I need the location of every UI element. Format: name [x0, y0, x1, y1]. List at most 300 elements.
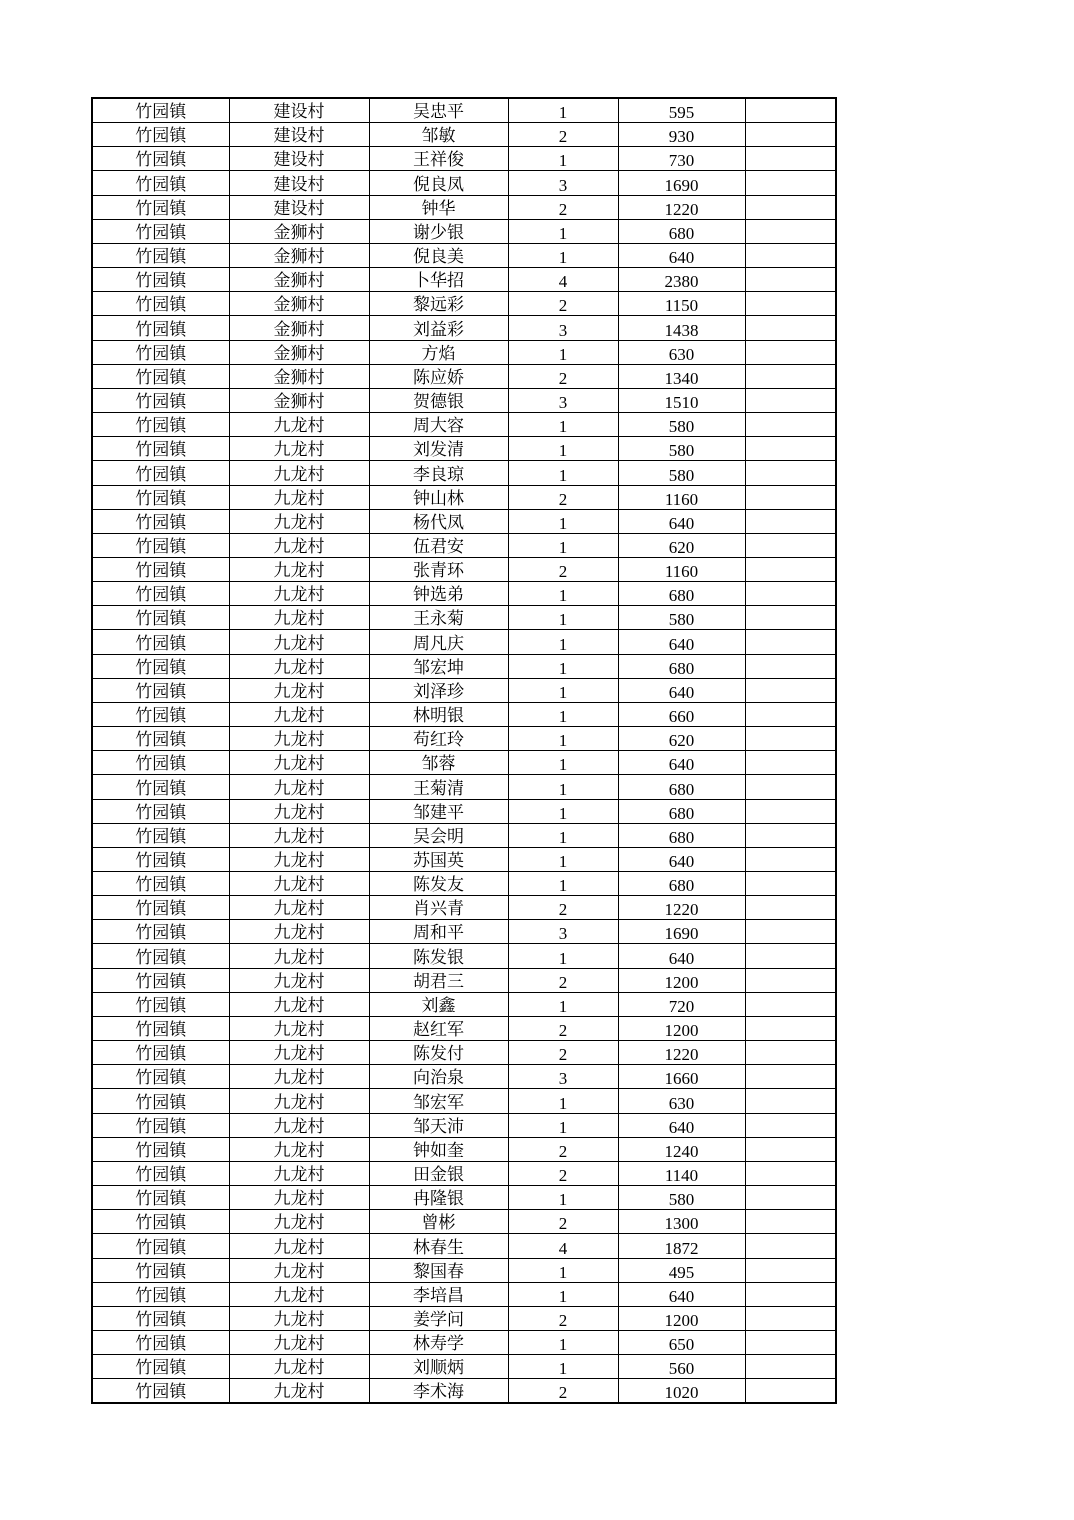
name-cell: 陈发银 — [369, 944, 508, 968]
data-table — [91, 97, 837, 1404]
name-cell: 林明银 — [369, 702, 508, 726]
count-cell: 1 — [508, 944, 618, 968]
count-cell: 1 — [508, 461, 618, 485]
count-cell: 1 — [508, 678, 618, 702]
table-row — [92, 1210, 836, 1234]
table-row — [92, 509, 836, 533]
table-row — [92, 147, 836, 171]
blank-cell — [745, 582, 836, 606]
amount-cell: 680 — [618, 799, 745, 823]
table-row — [92, 123, 836, 147]
village-cell: 九龙村 — [229, 1137, 369, 1161]
table-row — [92, 533, 836, 557]
blank-cell — [745, 992, 836, 1016]
village-cell: 九龙村 — [229, 1186, 369, 1210]
name-cell: 周凡庆 — [369, 630, 508, 654]
table-row — [92, 823, 836, 847]
name-cell: 王祥俊 — [369, 147, 508, 171]
count-cell: 1 — [508, 630, 618, 654]
village-cell: 九龙村 — [229, 1355, 369, 1379]
amount-cell: 640 — [618, 243, 745, 267]
count-cell: 3 — [508, 171, 618, 195]
count-cell: 3 — [508, 316, 618, 340]
blank-cell — [745, 1379, 836, 1404]
blank-cell — [745, 1330, 836, 1354]
village-cell: 九龙村 — [229, 509, 369, 533]
name-cell: 刘鑫 — [369, 992, 508, 1016]
town-cell: 竹园镇 — [92, 823, 229, 847]
table-row — [92, 1065, 836, 1089]
town-cell: 竹园镇 — [92, 1258, 229, 1282]
town-cell: 竹园镇 — [92, 171, 229, 195]
name-cell: 刘泽珍 — [369, 678, 508, 702]
amount-cell: 930 — [618, 123, 745, 147]
table-row — [92, 1379, 836, 1404]
table-row — [92, 654, 836, 678]
amount-cell: 1200 — [618, 1016, 745, 1040]
blank-cell — [745, 799, 836, 823]
name-cell: 姜学问 — [369, 1306, 508, 1330]
name-cell: 卜华招 — [369, 268, 508, 292]
village-cell: 建设村 — [229, 98, 369, 123]
village-cell: 九龙村 — [229, 896, 369, 920]
count-cell: 1 — [508, 509, 618, 533]
village-cell: 九龙村 — [229, 1234, 369, 1258]
village-cell: 九龙村 — [229, 1379, 369, 1404]
blank-cell — [745, 1016, 836, 1040]
town-cell: 竹园镇 — [92, 243, 229, 267]
count-cell: 1 — [508, 1355, 618, 1379]
blank-cell — [745, 1041, 836, 1065]
table-row — [92, 1113, 836, 1137]
village-cell: 九龙村 — [229, 533, 369, 557]
amount-cell: 1690 — [618, 171, 745, 195]
count-cell: 2 — [508, 557, 618, 581]
town-cell: 竹园镇 — [92, 1282, 229, 1306]
town-cell: 竹园镇 — [92, 992, 229, 1016]
town-cell: 竹园镇 — [92, 364, 229, 388]
count-cell: 2 — [508, 195, 618, 219]
count-cell: 2 — [508, 485, 618, 509]
name-cell: 黎远彩 — [369, 292, 508, 316]
amount-cell: 680 — [618, 219, 745, 243]
blank-cell — [745, 485, 836, 509]
blank-cell — [745, 268, 836, 292]
table-row — [92, 1186, 836, 1210]
village-cell: 九龙村 — [229, 485, 369, 509]
village-cell: 建设村 — [229, 147, 369, 171]
name-cell: 杨代凤 — [369, 509, 508, 533]
village-cell: 金狮村 — [229, 219, 369, 243]
count-cell: 1 — [508, 751, 618, 775]
village-cell: 九龙村 — [229, 678, 369, 702]
name-cell: 王菊清 — [369, 775, 508, 799]
name-cell: 李术海 — [369, 1379, 508, 1404]
amount-cell: 495 — [618, 1258, 745, 1282]
table-row — [92, 485, 836, 509]
table-row — [92, 98, 836, 123]
town-cell: 竹园镇 — [92, 268, 229, 292]
village-cell: 九龙村 — [229, 847, 369, 871]
blank-cell — [745, 775, 836, 799]
town-cell: 竹园镇 — [92, 944, 229, 968]
village-cell: 九龙村 — [229, 968, 369, 992]
table-row — [92, 316, 836, 340]
amount-cell: 1200 — [618, 1306, 745, 1330]
count-cell: 1 — [508, 992, 618, 1016]
town-cell: 竹园镇 — [92, 340, 229, 364]
table-row — [92, 799, 836, 823]
village-cell: 九龙村 — [229, 1258, 369, 1282]
amount-cell: 1872 — [618, 1234, 745, 1258]
count-cell: 4 — [508, 268, 618, 292]
amount-cell: 2380 — [618, 268, 745, 292]
town-cell: 竹园镇 — [92, 847, 229, 871]
name-cell: 伍君安 — [369, 533, 508, 557]
amount-cell: 1340 — [618, 364, 745, 388]
name-cell: 苟红玲 — [369, 727, 508, 751]
count-cell: 2 — [508, 364, 618, 388]
count-cell: 1 — [508, 147, 618, 171]
table-row — [92, 775, 836, 799]
table-row — [92, 630, 836, 654]
amount-cell: 680 — [618, 823, 745, 847]
village-cell: 九龙村 — [229, 702, 369, 726]
name-cell: 周和平 — [369, 920, 508, 944]
amount-cell: 595 — [618, 98, 745, 123]
count-cell: 1 — [508, 847, 618, 871]
count-cell: 1 — [508, 219, 618, 243]
village-cell: 九龙村 — [229, 437, 369, 461]
town-cell: 竹园镇 — [92, 557, 229, 581]
table-row — [92, 1137, 836, 1161]
blank-cell — [745, 920, 836, 944]
town-cell: 竹园镇 — [92, 751, 229, 775]
blank-cell — [745, 413, 836, 437]
amount-cell: 580 — [618, 413, 745, 437]
amount-cell: 1220 — [618, 1041, 745, 1065]
amount-cell: 680 — [618, 654, 745, 678]
count-cell: 2 — [508, 968, 618, 992]
village-cell: 九龙村 — [229, 775, 369, 799]
count-cell: 1 — [508, 872, 618, 896]
village-cell: 九龙村 — [229, 1161, 369, 1185]
amount-cell: 630 — [618, 1089, 745, 1113]
amount-cell: 1690 — [618, 920, 745, 944]
blank-cell — [745, 751, 836, 775]
amount-cell: 580 — [618, 437, 745, 461]
amount-cell: 580 — [618, 461, 745, 485]
blank-cell — [745, 823, 836, 847]
amount-cell: 1140 — [618, 1161, 745, 1185]
name-cell: 倪良美 — [369, 243, 508, 267]
table-row — [92, 968, 836, 992]
name-cell: 吴忠平 — [369, 98, 508, 123]
table-row — [92, 702, 836, 726]
name-cell: 陈发付 — [369, 1041, 508, 1065]
table-row — [92, 243, 836, 267]
name-cell: 田金银 — [369, 1161, 508, 1185]
village-cell: 九龙村 — [229, 823, 369, 847]
table-row — [92, 1258, 836, 1282]
name-cell: 张青环 — [369, 557, 508, 581]
amount-cell: 630 — [618, 340, 745, 364]
name-cell: 陈发友 — [369, 872, 508, 896]
town-cell: 竹园镇 — [92, 678, 229, 702]
name-cell: 邹宏军 — [369, 1089, 508, 1113]
town-cell: 竹园镇 — [92, 727, 229, 751]
count-cell: 2 — [508, 1306, 618, 1330]
table-row — [92, 340, 836, 364]
town-cell: 竹园镇 — [92, 775, 229, 799]
town-cell: 竹园镇 — [92, 413, 229, 437]
town-cell: 竹园镇 — [92, 1113, 229, 1137]
amount-cell: 1240 — [618, 1137, 745, 1161]
amount-cell: 680 — [618, 582, 745, 606]
village-cell: 九龙村 — [229, 1041, 369, 1065]
table-row — [92, 847, 836, 871]
table-row — [92, 292, 836, 316]
table-row — [92, 678, 836, 702]
name-cell: 邹蓉 — [369, 751, 508, 775]
name-cell: 胡君三 — [369, 968, 508, 992]
count-cell: 1 — [508, 1282, 618, 1306]
name-cell: 吴会明 — [369, 823, 508, 847]
blank-cell — [745, 171, 836, 195]
village-cell: 九龙村 — [229, 1306, 369, 1330]
blank-cell — [745, 340, 836, 364]
count-cell: 1 — [508, 799, 618, 823]
blank-cell — [745, 388, 836, 412]
village-cell: 九龙村 — [229, 1065, 369, 1089]
count-cell: 1 — [508, 1113, 618, 1137]
amount-cell: 640 — [618, 847, 745, 871]
name-cell: 王永菊 — [369, 606, 508, 630]
count-cell: 3 — [508, 388, 618, 412]
count-cell: 2 — [508, 292, 618, 316]
blank-cell — [745, 654, 836, 678]
village-cell: 建设村 — [229, 195, 369, 219]
count-cell: 1 — [508, 1089, 618, 1113]
town-cell: 竹园镇 — [92, 1355, 229, 1379]
village-cell: 九龙村 — [229, 461, 369, 485]
amount-cell: 730 — [618, 147, 745, 171]
amount-cell: 660 — [618, 702, 745, 726]
town-cell: 竹园镇 — [92, 1065, 229, 1089]
amount-cell: 680 — [618, 775, 745, 799]
table-row — [92, 268, 836, 292]
blank-cell — [745, 98, 836, 123]
blank-cell — [745, 1234, 836, 1258]
village-cell: 九龙村 — [229, 557, 369, 581]
blank-cell — [745, 727, 836, 751]
blank-cell — [745, 147, 836, 171]
count-cell: 1 — [508, 727, 618, 751]
blank-cell — [745, 509, 836, 533]
amount-cell: 560 — [618, 1355, 745, 1379]
town-cell: 竹园镇 — [92, 98, 229, 123]
table-row — [92, 1330, 836, 1354]
name-cell: 曾彬 — [369, 1210, 508, 1234]
name-cell: 李良琼 — [369, 461, 508, 485]
table-row — [92, 195, 836, 219]
amount-cell: 640 — [618, 678, 745, 702]
blank-cell — [745, 437, 836, 461]
town-cell: 竹园镇 — [92, 1089, 229, 1113]
count-cell: 2 — [508, 1161, 618, 1185]
amount-cell: 640 — [618, 944, 745, 968]
count-cell: 1 — [508, 98, 618, 123]
amount-cell: 1160 — [618, 485, 745, 509]
blank-cell — [745, 678, 836, 702]
blank-cell — [745, 364, 836, 388]
amount-cell: 620 — [618, 727, 745, 751]
amount-cell: 1200 — [618, 968, 745, 992]
name-cell: 肖兴青 — [369, 896, 508, 920]
count-cell: 2 — [508, 896, 618, 920]
name-cell: 邹建平 — [369, 799, 508, 823]
table-row — [92, 557, 836, 581]
name-cell: 黎国春 — [369, 1258, 508, 1282]
village-cell: 九龙村 — [229, 413, 369, 437]
village-cell: 九龙村 — [229, 1330, 369, 1354]
count-cell: 2 — [508, 1137, 618, 1161]
town-cell: 竹园镇 — [92, 702, 229, 726]
name-cell: 谢少银 — [369, 219, 508, 243]
town-cell: 竹园镇 — [92, 1234, 229, 1258]
name-cell: 钟华 — [369, 195, 508, 219]
town-cell: 竹园镇 — [92, 920, 229, 944]
amount-cell: 580 — [618, 606, 745, 630]
name-cell: 邹宏坤 — [369, 654, 508, 678]
blank-cell — [745, 1210, 836, 1234]
table-row — [92, 171, 836, 195]
amount-cell: 640 — [618, 1282, 745, 1306]
table-row — [92, 1282, 836, 1306]
town-cell: 竹园镇 — [92, 292, 229, 316]
town-cell: 竹园镇 — [92, 1186, 229, 1210]
blank-cell — [745, 195, 836, 219]
name-cell: 刘顺炳 — [369, 1355, 508, 1379]
name-cell: 倪良凤 — [369, 171, 508, 195]
name-cell: 刘益彩 — [369, 316, 508, 340]
blank-cell — [745, 292, 836, 316]
town-cell: 竹园镇 — [92, 799, 229, 823]
blank-cell — [745, 847, 836, 871]
blank-cell — [745, 1089, 836, 1113]
town-cell: 竹园镇 — [92, 1016, 229, 1040]
amount-cell: 640 — [618, 509, 745, 533]
town-cell: 竹园镇 — [92, 1306, 229, 1330]
name-cell: 贺德银 — [369, 388, 508, 412]
town-cell: 竹园镇 — [92, 123, 229, 147]
town-cell: 竹园镇 — [92, 219, 229, 243]
count-cell: 1 — [508, 1258, 618, 1282]
name-cell: 向治泉 — [369, 1065, 508, 1089]
table-row — [92, 944, 836, 968]
amount-cell: 650 — [618, 1330, 745, 1354]
count-cell: 3 — [508, 1065, 618, 1089]
village-cell: 九龙村 — [229, 751, 369, 775]
amount-cell: 1020 — [618, 1379, 745, 1404]
count-cell: 1 — [508, 437, 618, 461]
count-cell: 1 — [508, 702, 618, 726]
count-cell: 1 — [508, 413, 618, 437]
table-row — [92, 1016, 836, 1040]
village-cell: 九龙村 — [229, 654, 369, 678]
count-cell: 1 — [508, 243, 618, 267]
name-cell: 刘发清 — [369, 437, 508, 461]
amount-cell: 1150 — [618, 292, 745, 316]
town-cell: 竹园镇 — [92, 1041, 229, 1065]
village-cell: 九龙村 — [229, 1089, 369, 1113]
village-cell: 九龙村 — [229, 1282, 369, 1306]
table-row — [92, 388, 836, 412]
town-cell: 竹园镇 — [92, 1161, 229, 1185]
name-cell: 冉隆银 — [369, 1186, 508, 1210]
count-cell: 2 — [508, 1041, 618, 1065]
village-cell: 金狮村 — [229, 316, 369, 340]
village-cell: 九龙村 — [229, 944, 369, 968]
village-cell: 金狮村 — [229, 292, 369, 316]
village-cell: 金狮村 — [229, 340, 369, 364]
amount-cell: 1160 — [618, 557, 745, 581]
name-cell: 钟选弟 — [369, 582, 508, 606]
table-row — [92, 364, 836, 388]
amount-cell: 640 — [618, 630, 745, 654]
town-cell: 竹园镇 — [92, 147, 229, 171]
village-cell: 九龙村 — [229, 582, 369, 606]
town-cell: 竹园镇 — [92, 533, 229, 557]
count-cell: 2 — [508, 1016, 618, 1040]
table-row — [92, 1041, 836, 1065]
table-row — [92, 413, 836, 437]
blank-cell — [745, 1355, 836, 1379]
village-cell: 金狮村 — [229, 268, 369, 292]
town-cell: 竹园镇 — [92, 1330, 229, 1354]
count-cell: 1 — [508, 775, 618, 799]
name-cell: 赵红军 — [369, 1016, 508, 1040]
name-cell: 周大容 — [369, 413, 508, 437]
count-cell: 1 — [508, 582, 618, 606]
count-cell: 1 — [508, 1186, 618, 1210]
table-row — [92, 582, 836, 606]
town-cell: 竹园镇 — [92, 461, 229, 485]
village-cell: 九龙村 — [229, 1016, 369, 1040]
blank-cell — [745, 944, 836, 968]
count-cell: 2 — [508, 1210, 618, 1234]
name-cell: 邹天沛 — [369, 1113, 508, 1137]
town-cell: 竹园镇 — [92, 388, 229, 412]
table-row — [92, 461, 836, 485]
blank-cell — [745, 1065, 836, 1089]
village-cell: 九龙村 — [229, 992, 369, 1016]
table-row — [92, 1234, 836, 1258]
count-cell: 1 — [508, 1330, 618, 1354]
blank-cell — [745, 219, 836, 243]
blank-cell — [745, 968, 836, 992]
town-cell: 竹园镇 — [92, 316, 229, 340]
amount-cell: 580 — [618, 1186, 745, 1210]
blank-cell — [745, 1186, 836, 1210]
village-cell: 九龙村 — [229, 1210, 369, 1234]
town-cell: 竹园镇 — [92, 509, 229, 533]
name-cell: 林寿学 — [369, 1330, 508, 1354]
count-cell: 1 — [508, 654, 618, 678]
count-cell: 3 — [508, 920, 618, 944]
village-cell: 九龙村 — [229, 799, 369, 823]
blank-cell — [745, 1306, 836, 1330]
